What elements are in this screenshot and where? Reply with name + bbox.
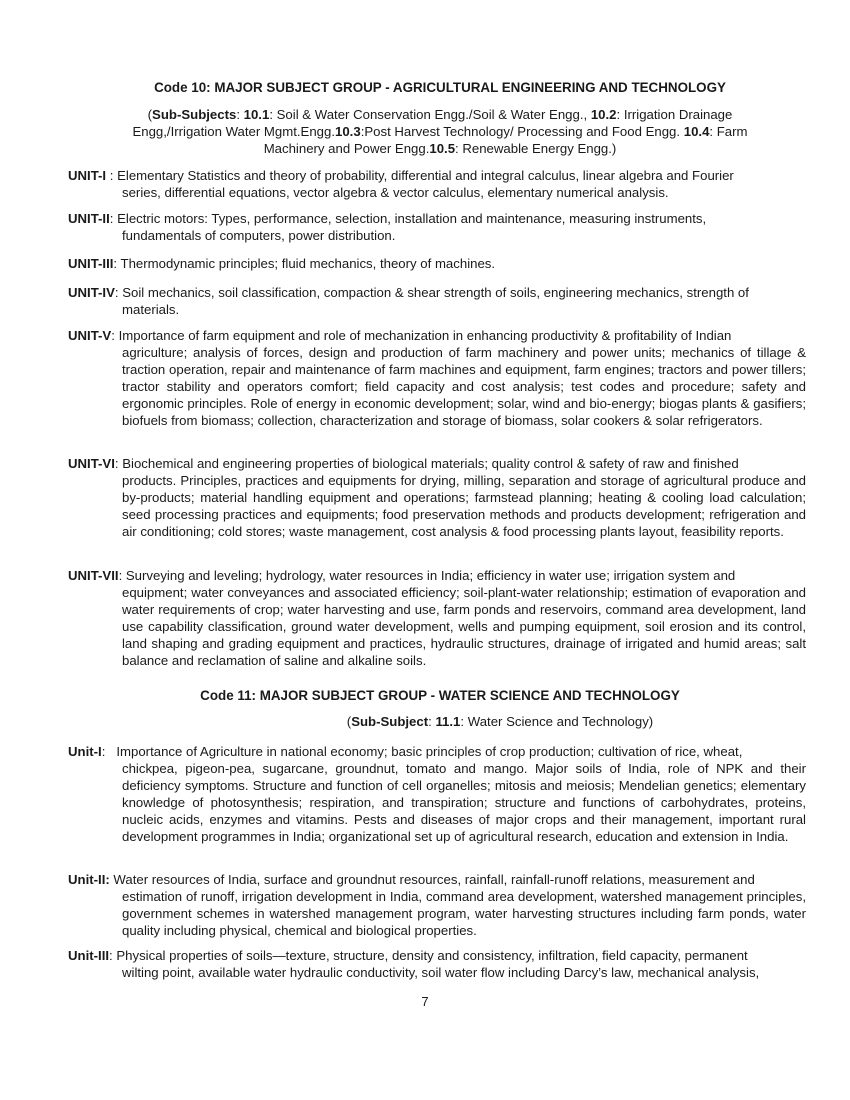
unit-text-cont: series, differential equations, vector algebra & vector calculus, elementary numerical analysis. bbox=[122, 185, 669, 200]
unit-text: Elementary Statistics and theory of probability, differential and integral calculus, linear algebra and Fourier bbox=[117, 168, 734, 183]
unit-block: UNIT-II: Electric motors: Types, performance, selection, installation and maintenance, measuring instruments, fundamentals of computers, power distribution. bbox=[68, 210, 806, 244]
subsubject-label: Sub-Subject bbox=[351, 714, 429, 729]
unit-text: Surveying and leveling; hydrology, water resources in India; efficiency in water use; irrigation system and bbox=[125, 568, 736, 583]
unit-text: Electric motors: Types, performance, selection, installation and maintenance, measuring instruments, bbox=[117, 211, 707, 226]
unit-block: UNIT-I : Elementary Statistics and theory of probability, differential and integral calculus, linear algebra and Fourier series, differential equations, vector algebra & vector calculus, elementary numerical analysis. bbox=[68, 167, 806, 201]
unit-text-cont: materials. bbox=[122, 302, 180, 317]
unit-text-cont: wilting point, available water hydraulic conductivity, soil water flow including Darcy’s law, mechanical analysis, bbox=[122, 965, 760, 980]
unit-text: Soil mechanics, soil classification, compaction & shear strength of soils, engineering mechanics, strength of bbox=[122, 285, 749, 300]
subsubjects-line-2: Engg,/Irrigation Water Mgmt.Engg.10.3:Post Harvest Technology/ Processing and Food Engg. 10.4: Farm bbox=[132, 124, 748, 139]
unit-text: Importance of farm equipment and role of mechanization in enhancing productivity & profitability of Indian bbox=[118, 328, 732, 343]
unit-block: Unit-III: Physical properties of soils—texture, structure, density and consistency, infiltration, field capacity, permanent wilting point, available water hydraulic conductivity, soil water flow including Darcy’s law, mechanical analysis, bbox=[68, 947, 806, 981]
unit-block bbox=[68, 871, 806, 939]
unit-block: UNIT-V: Importance of farm equipment and role of mechanization in enhancing productivity & profitability of Indian agriculture; analysis of forces, design and production of farm machinery and power units; mechanics of tillage & traction operation, repair and maintenance of farm machines and equipment, farm engines; tractors and power tillers; tractor stability and operators comfort; field capacity and cost analysis; test codes and procedure; safety and ergonomic principles. Role of energy in economic development; solar, wind and bio-energy; biogas plants & gasifiers; biofuels from biomass; collection, characterization and storage of biomass, solar cookers & solar refrigerators. bbox=[68, 328, 806, 428]
unit-text: Importance of Agriculture in national economy; basic principles of crop production; cultivation of rice, wheat, bbox=[116, 744, 743, 759]
unit-label: Unit-III bbox=[68, 948, 110, 963]
unit-block: UNIT-VII: Surveying and leveling; hydrology, water resources in India; efficiency in water use; irrigation system and equipment; water conveyances and associated efficiency; soil-plant-water relationship; estimation of evaporation and water requirements of crop; water harvesting and use, farm ponds and reservoirs, command area development, land use capability classification, ground water development, wells and pumping equipment, soil erosion and its control, land shaping and grading equipment and practices, hydraulic structures, drainage of irrigated and humid areas; salt balance and reclamation of saline and alkaline soils. bbox=[68, 568, 806, 668]
unit-text-cont: chickpea, pigeon-pea, sugarcane, groundnut, tomato and mango. Major soils of India, role of NPK and their deficiency symptoms. Structure and function of cell organelles; mitosis and meiosis; Mendelian genetics; elementary knowledge of photosynthesis; respiration, and transpiration; structure and functions of carbohydrates, proteins, nucleic acids, enzymes and vitamins. Pests and diseases of major crops and their management, important rural development programmes in India; organizational set up of agricultural research, education and extension in India. bbox=[122, 761, 806, 844]
unit-label: UNIT-IV bbox=[68, 285, 115, 300]
unit-text-cont: equipment; water conveyances and associated efficiency; soil-plant-water relationship; estimation of evaporation and water requirements of crop; water harvesting and use, farm ponds and reservoirs, command area development, land use capability classification, ground water development, wells and pumping equipment, soil erosion and its control, land shaping and grading equipment and practices, hydraulic structures, drainage of irrigated and humid areas; salt balance and reclamation of saline and alkaline soils. bbox=[122, 585, 806, 668]
unit-block: UNIT-III: Thermodynamic principles; fluid mechanics, theory of machines. bbox=[68, 256, 496, 271]
unit-block: Unit-I: Importance of Agriculture in national economy; basic principles of crop production; cultivation of rice, wheat, chickpea, pigeon-pea, sugarcane, groundnut, tomato and mango. Major soils of India, role of NPK and their deficiency symptoms. Structure and function of cell organelles; mitosis and meiosis; Mendelian genetics; elementary knowledge of photosynthesis; respiration, and transpiration; structure and functions of carbohydrates, proteins, nucleic acids, enzymes and vitamins. Pests and diseases of major crops and their management, important rural development programmes in India; organizational set up of agricultural research, education and extension in India. bbox=[68, 744, 806, 844]
unit-text: Physical properties of soils—texture, structure, density and consistency, infiltration, field capacity, permanent bbox=[116, 948, 748, 963]
subsubjects-line-1: (Sub-Subjects: 10.1: Soil & Water Conservation Engg./Soil & Water Engg., 10.2: Irrigation Drainage bbox=[147, 107, 733, 122]
unit-text-cont: agriculture; analysis of forces, design and production of farm machinery and power units; mechanics of tillage & traction operation, repair and maintenance of farm machines and equipment, farm engines; tractors and power tillers; tractor stability and operators comfort; field capacity and cost analysis; test codes and procedure; safety and ergonomic principles. Role of energy in economic development; solar, wind and bio-energy; biogas plants & gasifiers; biofuels from biomass; collection, characterization and storage of biomass, solar cookers & solar refrigerators. bbox=[122, 345, 806, 428]
unit-text-cont: fundamentals of computers, power distribution. bbox=[122, 228, 396, 243]
unit-label: UNIT-V bbox=[68, 328, 112, 343]
code11-title: Code 11: MAJOR SUBJECT GROUP - WATER SCIENCE AND TECHNOLOGY bbox=[200, 688, 680, 703]
unit-text: Water resources of India, surface and groundnut resources, rainfall, rainfall-runoff relations, measurement and bbox=[113, 872, 755, 887]
subsubjects-line-3: Machinery and Power Engg.10.5: Renewable Energy Engg.) bbox=[263, 141, 617, 156]
code11-subsubject: (Sub-Subject: 11.1: Water Science and Technology) bbox=[346, 714, 654, 729]
unit-label: UNIT-I bbox=[68, 168, 107, 183]
unit-text: Thermodynamic principles; fluid mechanics, theory of machines. bbox=[120, 256, 496, 271]
unit-label: UNIT-II bbox=[68, 211, 110, 226]
unit-block: UNIT-IV: Soil mechanics, soil classification, compaction & shear strength of soils, engineering mechanics, strength of materials. bbox=[68, 284, 806, 318]
unit-label: UNIT-III bbox=[68, 256, 114, 271]
unit-text-cont: estimation of runoff, irrigation development in India, command area development, watershed management principles, government schemes in watershed management program, water harvesting structures including farm ponds, water quality including physical, chemical and biological properties. bbox=[122, 889, 806, 938]
unit-label: Unit-I bbox=[68, 744, 102, 759]
unit-label: UNIT-VII bbox=[68, 568, 119, 583]
page-number: 7 bbox=[421, 994, 429, 1009]
unit-block: UNIT-VI: Biochemical and engineering properties of biological materials; quality control & safety of raw and finished products. Principles, practices and equipments for drying, milling, separation and storage of agricultural produce and by-products; material handling equipment and operations; farmstead planning; heating & cooling load calculation; seed processing practices and equipments; food preservation methods and products development; refrigeration and air conditioning; cold stores; waste management, cost analysis & food processing plants layout, feasibility reports. bbox=[68, 456, 806, 539]
subsubjects-label: Sub-Subjects bbox=[152, 107, 237, 122]
unit-text: Biochemical and engineering properties of biological materials; quality control & safety of raw and finished bbox=[122, 456, 739, 471]
code10-subsubjects bbox=[60, 106, 820, 157]
code10-title: Code 10: MAJOR SUBJECT GROUP - AGRICULTURAL ENGINEERING AND TECHNOLOGY bbox=[154, 80, 726, 95]
unit-label: UNIT-VI bbox=[68, 456, 115, 471]
unit-label: Unit-II: bbox=[68, 872, 110, 887]
unit-text-cont: products. Principles, practices and equipments for drying, milling, separation and storage of agricultural produce and by-products; material handling equipment and operations; farmstead planning; heating & cooling load calculation; seed processing practices and equipments; food preservation methods and products development; refrigeration and air conditioning; cold stores; waste management, cost analysis & food processing plants layout, feasibility reports. bbox=[122, 473, 806, 539]
